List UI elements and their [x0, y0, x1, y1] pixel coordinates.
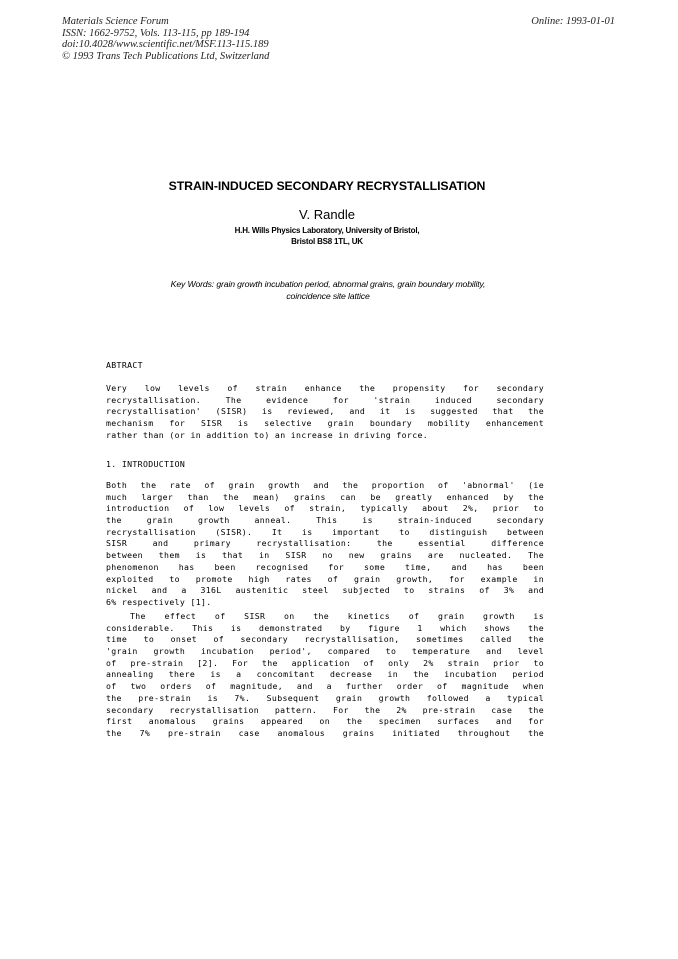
affiliation [0, 225, 654, 247]
introduction-paragraph-2 [106, 611, 544, 740]
keywords-line-1: Key Words: grain growth incubation period, abnormal grains, grain boundary mobility, [170, 279, 486, 289]
paragraph-line: secondary recrystallisation pattern. For the 2% pre-strain case the [106, 704, 544, 715]
paragraph-line: first anomalous grains appeared on the specimen surfaces and for [106, 716, 544, 727]
paragraph-line: Both the rate of grain growth and the proportion of 'abnormal' (ie [106, 480, 544, 490]
paragraph-line: introduction of low levels of strain, typically about 2%, prior to [106, 503, 544, 514]
paragraph-line: the pre-strain is 7%. Subsequent grain growth followed a typical [106, 692, 544, 703]
paragraph-line: phenomenon has been recognised for some time, and has been [106, 561, 544, 572]
paragraph-line: exploited to promote high rates of grain growth, for example in [106, 573, 544, 584]
affiliation-line-2: Bristol BS8 1TL, UK [291, 237, 363, 246]
paragraph-line: 'grain growth incubation period', compared to temperature and level [106, 646, 544, 657]
paragraph-line: of pre-strain [2]. For the application of only 2% strain prior to [106, 657, 544, 668]
journal-name: Materials Science Forum [62, 16, 169, 27]
author-name: V. Randle [299, 207, 355, 222]
paragraph-line: annealing there is a concomitant decrease in the incubation period [106, 669, 544, 680]
abstract-line: mechanism for SISR is selective grain boundary mobility enhancement [106, 418, 544, 429]
paragraph-line: the 7% pre-strain case anomalous grains initiated throughout the [106, 727, 544, 738]
keywords [128, 279, 528, 302]
abstract-line: Very low levels of strain enhance the propensity for secondary [106, 383, 544, 393]
introduction-paragraph-1 [106, 480, 544, 609]
keywords-line-2: coincidence site lattice [286, 290, 370, 301]
affiliation-line-1: H.H. Wills Physics Laboratory, University of Bristol, [234, 226, 420, 235]
abstract-line: rather than (or in addition to) an increase in driving force. [106, 429, 429, 440]
paragraph-line: recrystallisation (SISR). It is important to distinguish between [106, 526, 544, 537]
paragraph-line: time to onset of secondary recrystallisation, sometimes called the [106, 634, 544, 645]
paragraph-line: 6% respectively [1]. [106, 596, 212, 607]
paragraph-line: of two orders of magnitude, and a further order of magnitude when [106, 681, 544, 692]
journal-metadata [62, 16, 269, 62]
paragraph-line: SISR and primary recrystallisation: the essential difference [106, 538, 544, 549]
paragraph-line: the grain growth anneal. This is strain-induced secondary [106, 515, 544, 526]
abstract-line: recrystallisation' (SISR) is reviewed, and it is suggested that the [106, 406, 544, 417]
abstract-line: recrystallisation. The evidence for 'strain induced secondary [106, 394, 544, 405]
online-date: Online: 1993-01-01 [531, 16, 615, 27]
doi-line: doi:10.4028/www.scientific.net/MSF.113-115.189 [62, 39, 269, 51]
abstract-heading: ABTRACT [106, 360, 143, 370]
paragraph-line: much larger than the mean) grains can be greatly enhanced by the [106, 491, 544, 502]
paper-title: STRAIN-INDUCED SECONDARY RECRYSTALLISATION [168, 179, 486, 193]
issn-line: ISSN: 1662-9752, Vols. 113-115, pp 189-194 [62, 27, 250, 39]
paragraph-line: The effect of SISR on the kinetics of grain growth is [130, 611, 544, 621]
introduction-heading: 1. INTRODUCTION [106, 459, 186, 469]
copyright-line: © 1993 Trans Tech Publications Ltd, Switzerland [62, 50, 270, 62]
paragraph-line: nickel and a 316L austenitic steel subjected to strains of 3% and [106, 585, 544, 596]
paragraph-line: considerable. This is demonstrated by figure 1 which shows the [106, 622, 544, 633]
paragraph-line: between them is that in SISR no new grains are nucleated. The [106, 550, 544, 561]
abstract-body [106, 383, 544, 441]
